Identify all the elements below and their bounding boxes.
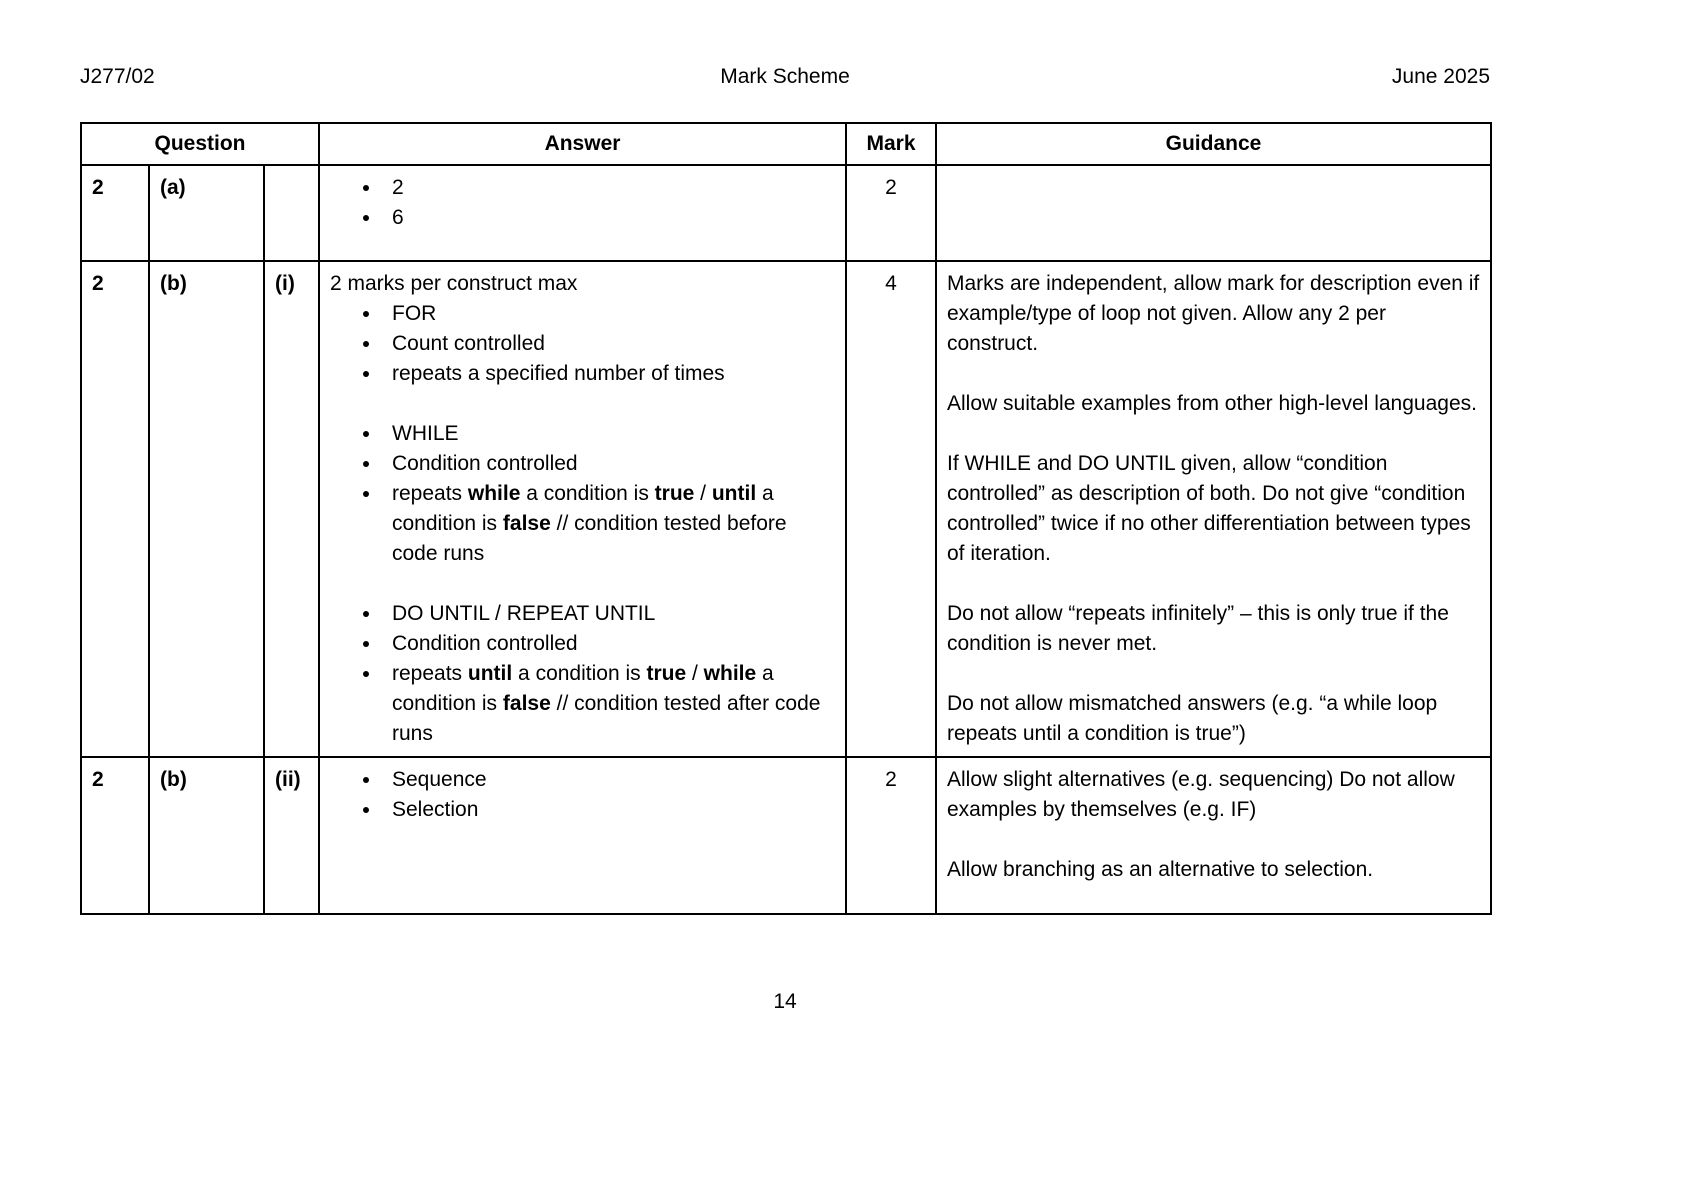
answer-text-segment: Condition controlled [392, 452, 578, 475]
answer-text-segment: until [711, 482, 757, 505]
answer-text-segment: repeats [392, 662, 468, 685]
table-row [81, 757, 1491, 914]
answer-bullet [382, 203, 835, 233]
table-header-row [81, 123, 1491, 165]
paper-code: J277/02 [80, 65, 155, 88]
page-number: 14 [773, 990, 797, 1013]
column-header-guidance: Guidance [936, 123, 1491, 165]
question-number: 2 [81, 165, 149, 261]
answer-text-segment: false [502, 692, 551, 715]
table-row [81, 261, 1491, 757]
answer-bullet [382, 659, 835, 749]
answer-text-segment: 6 [392, 206, 404, 229]
answer-text-segment: // condition tested after code runs [392, 692, 821, 745]
guidance-paragraph: Allow slight alternatives (e.g. sequencing) Do not allow examples by themselves (e.g. IF) [947, 768, 1455, 821]
answer-bullet [382, 359, 835, 389]
table-row [81, 165, 1491, 261]
answer-cell [319, 165, 846, 261]
guidance-paragraph: Allow branching as an alternative to selection. [947, 858, 1374, 881]
document-title: Mark Scheme [720, 65, 850, 88]
answer-bullet [382, 329, 835, 359]
answer-text-segment: / [686, 662, 704, 685]
answer-text-segment: while [467, 482, 521, 505]
question-number: 2 [81, 261, 149, 757]
guidance-paragraph: Marks are independent, allow mark for description even if example/type of loop not given. Allow any 2 per construct. [947, 272, 1480, 355]
answer-text-segment: a condition is [392, 482, 774, 535]
table-body [81, 165, 1491, 914]
question-part: (b) [149, 757, 264, 914]
answer-text-segment: false [502, 512, 551, 535]
answer-text-segment: Sequence [392, 768, 487, 791]
question-subpart: (ii) [264, 757, 319, 914]
answer-cell [319, 757, 846, 914]
bullet-group [330, 765, 835, 825]
mark-value: 4 [846, 261, 936, 757]
bullet-group [330, 173, 835, 233]
answer-cell [319, 261, 846, 757]
answer-text-segment: a condition is [520, 482, 655, 505]
answer-text-segment: repeats [392, 482, 468, 505]
column-header-question: Question [81, 123, 319, 165]
answer-bullet [382, 299, 835, 329]
document-header [80, 62, 1490, 96]
guidance-cell [936, 165, 1491, 261]
guidance-paragraph: Do not allow “repeats infinitely” – this is only true if the condition is never met. [947, 602, 1449, 655]
question-subpart [264, 165, 319, 261]
answer-bullet [382, 419, 835, 449]
answer-text-segment: while [703, 662, 757, 685]
answer-bullet [382, 795, 835, 825]
answer-text-segment: a condition is [512, 662, 647, 685]
answer-text-segment: Selection [392, 798, 479, 821]
answer-text-segment: WHILE [392, 422, 459, 445]
mark-scheme-table [80, 122, 1492, 915]
answer-bullet [382, 599, 835, 629]
answer-bullet [382, 629, 835, 659]
answer-intro: 2 marks per construct max [330, 272, 578, 295]
answer-bullet [382, 449, 835, 479]
answer-text-segment: true [654, 482, 695, 505]
answer-text-segment: a condition is [392, 662, 774, 715]
guidance-cell [936, 261, 1491, 757]
answer-text-segment: DO UNTIL / REPEAT UNTIL [392, 602, 656, 625]
question-part: (a) [149, 165, 264, 261]
answer-text-segment: true [646, 662, 687, 685]
column-header-answer: Answer [319, 123, 846, 165]
answer-bullet [382, 173, 835, 203]
answer-text-segment: // condition tested before code runs [392, 512, 787, 565]
answer-text-segment: / [694, 482, 712, 505]
answer-text-segment: until [467, 662, 513, 685]
answer-text-segment: repeats a specified number of times [392, 362, 725, 385]
column-header-mark: Mark [846, 123, 936, 165]
session-date: June 2025 [1391, 65, 1490, 88]
answer-text-segment: Count controlled [392, 332, 545, 355]
guidance-cell [936, 757, 1491, 914]
question-subpart: (i) [264, 261, 319, 757]
answer-bullet [382, 765, 835, 795]
guidance-paragraph: If WHILE and DO UNTIL given, allow “condition controlled” as description of both. Do not give “condition controlled” twice if no other differentiation between types of iteration. [947, 452, 1471, 565]
mark-value: 2 [846, 757, 936, 914]
bullet-group [330, 599, 835, 749]
answer-text-segment: FOR [392, 302, 437, 325]
answer-text-segment: Condition controlled [392, 632, 578, 655]
answer-text-segment: 2 [392, 176, 404, 199]
question-number: 2 [81, 757, 149, 914]
bullet-group [330, 299, 835, 389]
mark-value: 2 [846, 165, 936, 261]
guidance-paragraph: Allow suitable examples from other high-level languages. [947, 392, 1477, 415]
guidance-paragraph: Do not allow mismatched answers (e.g. “a while loop repeats until a condition is true”) [947, 692, 1438, 745]
bullet-group [330, 419, 835, 569]
answer-bullet [382, 479, 835, 569]
question-part: (b) [149, 261, 264, 757]
